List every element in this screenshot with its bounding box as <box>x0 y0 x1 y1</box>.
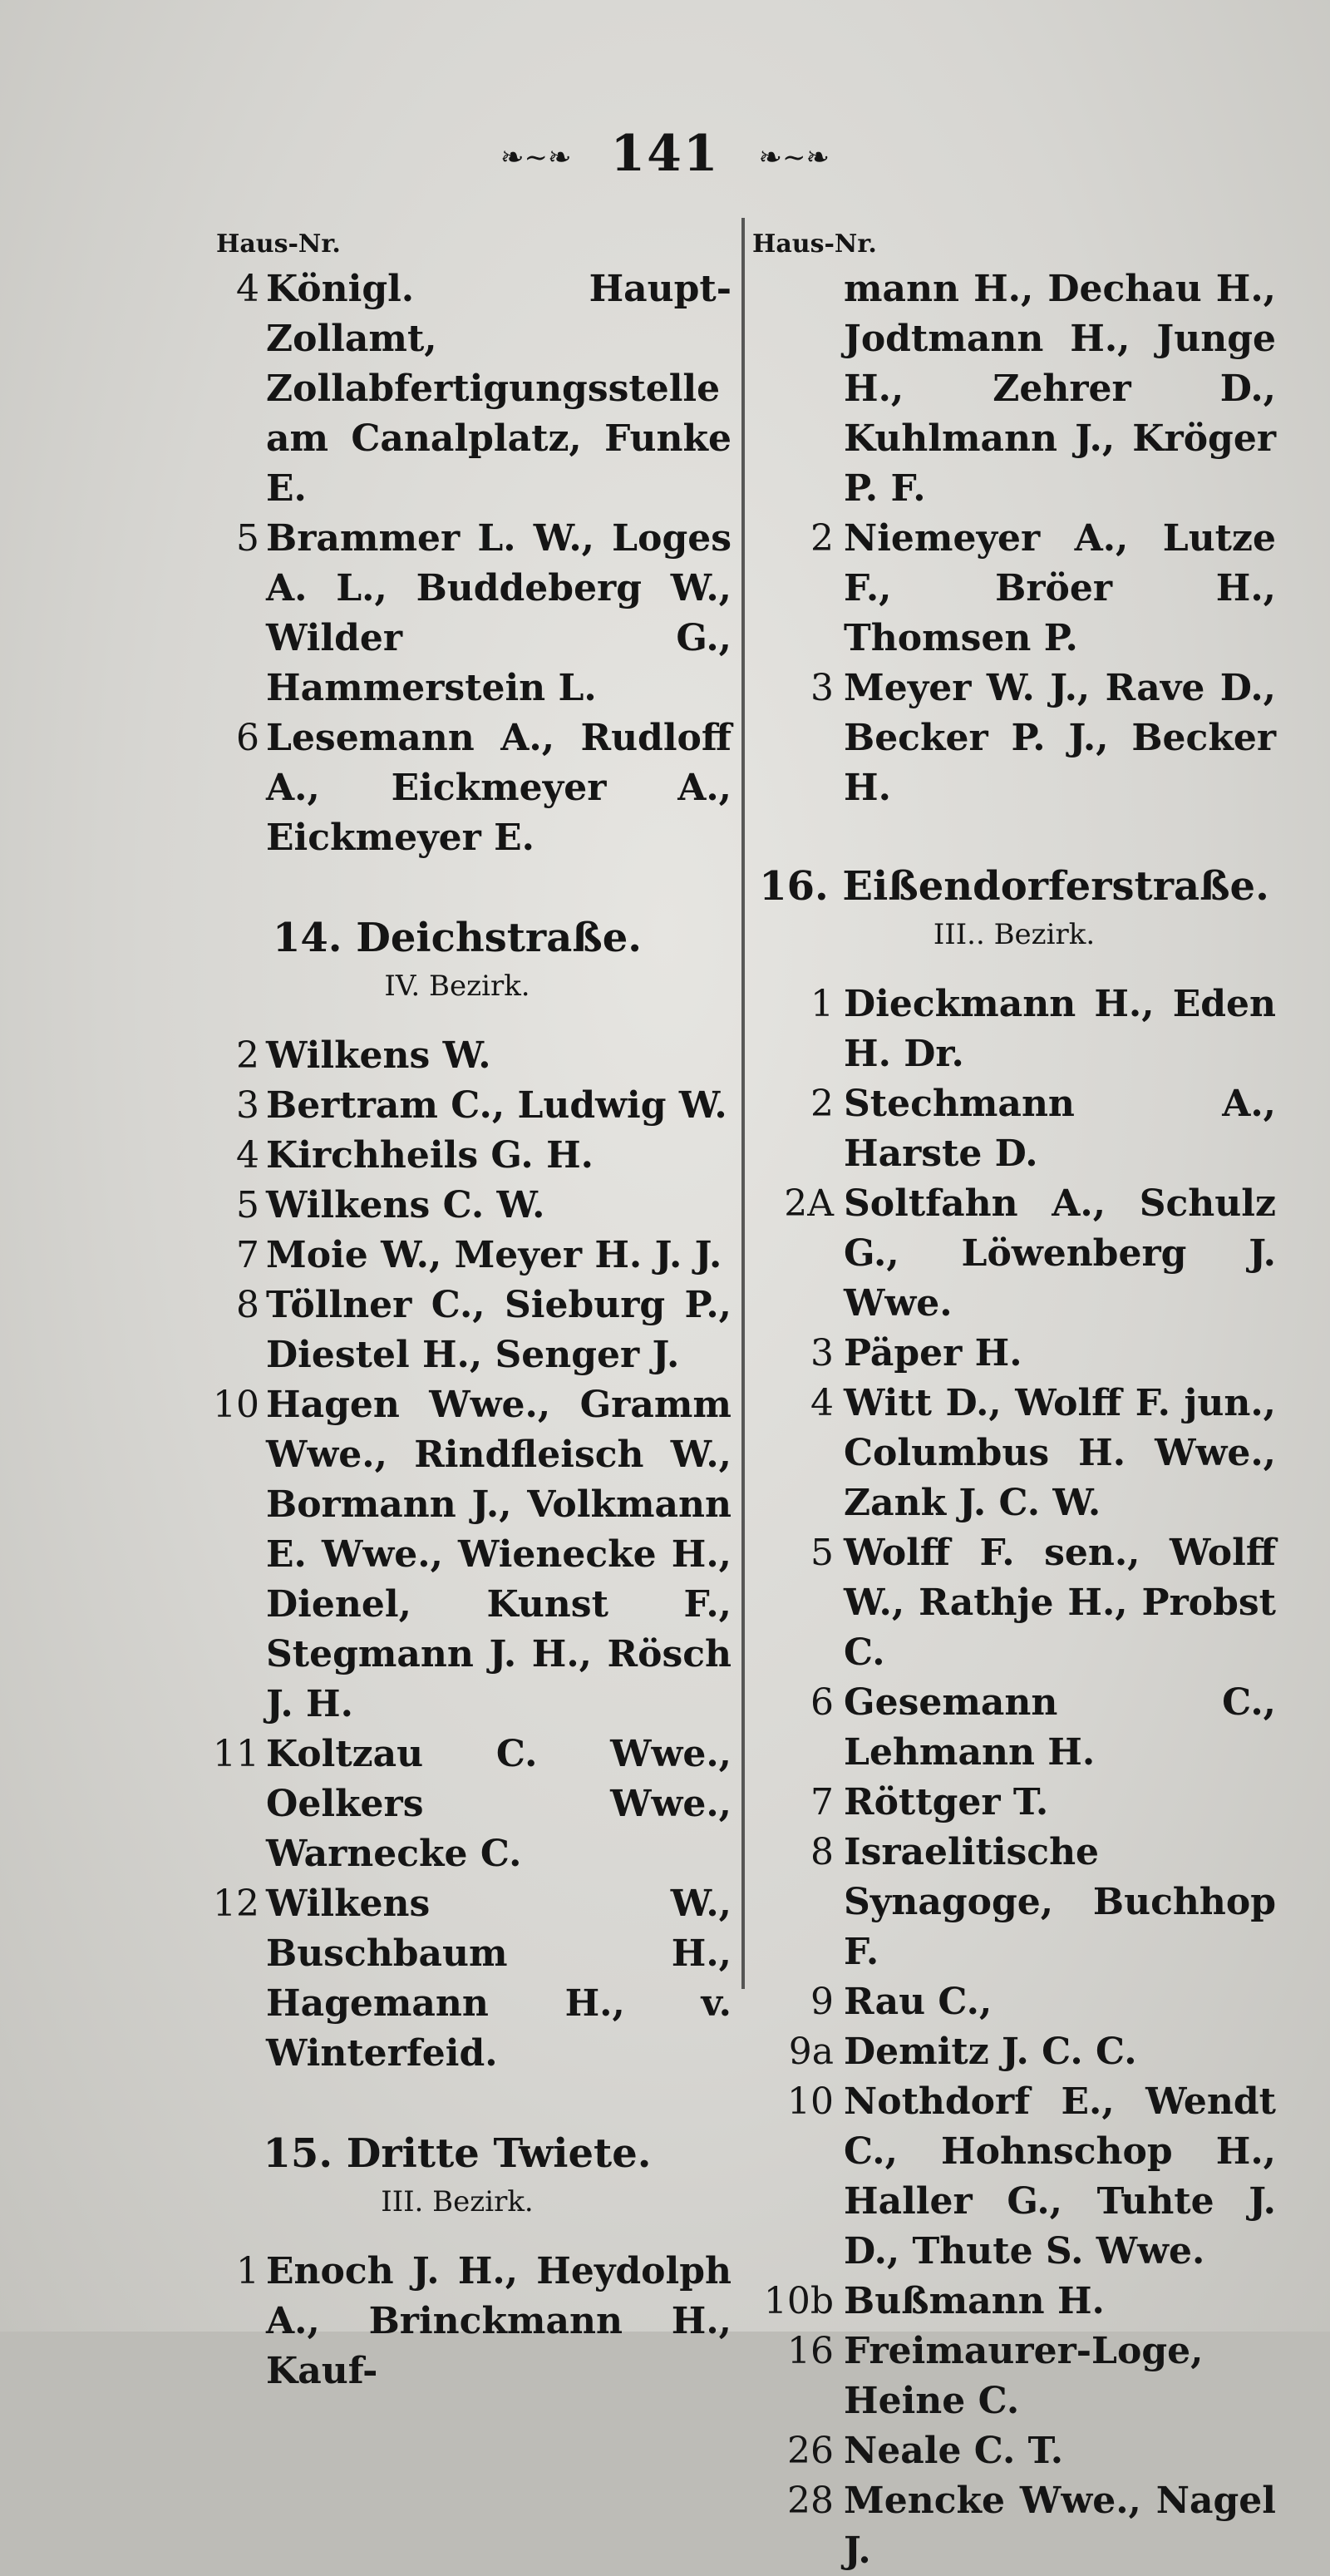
entry <box>752 1778 1276 1828</box>
entry <box>183 1081 732 1131</box>
entry-text: Kirchheils G. H. <box>266 1134 594 1177</box>
entry-text: Gesemann C., Lehmann H. <box>844 1681 1276 1774</box>
house-number-heading: Haus-Nr. <box>216 229 341 259</box>
entry-text: Königl. Haupt-Zollamt, Zollabfertigungsstelle am Canalplatz, Funke E. <box>266 268 732 510</box>
entry-text: Röttger T. <box>844 1781 1049 1823</box>
house-number: 1 <box>236 2250 259 2292</box>
entry-text: Niemeyer A., Lutze F., Bröer H., Thomsen P. <box>844 517 1276 659</box>
entry-text: Stechmann A., Harste D. <box>844 1083 1276 1175</box>
entry <box>183 2247 732 2396</box>
entry-text: Koltzau C. Wwe., Oelkers Wwe., Warnecke C. <box>266 1733 732 1875</box>
entry-text: Moie W., Meyer H. J. J. <box>266 1234 722 1276</box>
page-number: 141 <box>610 125 720 183</box>
entry <box>752 664 1276 813</box>
entry <box>183 514 732 713</box>
ornament-right: ❧~❧ <box>758 141 830 175</box>
entry-text: Wilkens W., Buschbaum H., Hagemann H., v. Winterfeid. <box>266 1883 732 2075</box>
entry-text: Hagen Wwe., Gramm Wwe., Rindfleisch W., Bormann J., Volkmann E. Wwe., Wienecke H., Dienel, Kunst F., Stegmann J. H., Rösch J. H. <box>266 1384 732 1725</box>
house-number-heading: Haus-Nr. <box>752 229 877 259</box>
entry <box>183 1281 732 1380</box>
entry-text: Wilkens W. <box>266 1034 491 1077</box>
entry-text: Soltfahn A., Schulz G., Löwenberg J. Wwe. <box>844 1182 1276 1325</box>
house-number: 28 <box>787 2480 834 2522</box>
entry-text: mann H., Dechau H., Jodtmann H., Junge H., Zehrer D., Kuhlmann J., Kröger P. F. <box>844 268 1276 510</box>
entry-text: Rau C., <box>844 1981 993 2023</box>
entry-text: Demitz J. C. C. <box>844 2031 1137 2073</box>
entry <box>183 1131 732 1181</box>
entry-text: Lesemann A., Rudloff A., Eickmeyer A., Eickmeyer E. <box>266 717 732 859</box>
house-number: 12 <box>213 1883 259 1925</box>
house-number: 4 <box>236 268 259 310</box>
house-number: 9a <box>788 2031 834 2073</box>
entry-text: Mencke Wwe., Nagel J. <box>844 2480 1276 2572</box>
house-number: 7 <box>236 1234 259 1276</box>
entry <box>183 713 732 863</box>
entry <box>183 1879 732 2079</box>
section-title: 14. Deichstraße. <box>272 915 643 961</box>
entry-text: Freimaurer-Loge, Heine C. <box>844 2330 1204 2422</box>
entry <box>752 1528 1276 1678</box>
house-number: 5 <box>236 517 259 560</box>
entry-text: Bertram C., Ludwig W. <box>266 1084 727 1127</box>
house-number: 3 <box>810 667 834 709</box>
entry-text: Töllner C., Sieburg P., Diestel H., Senger J. <box>266 1284 732 1376</box>
ornament-left: ❧~❧ <box>500 141 572 175</box>
entry <box>752 1329 1276 1379</box>
entry <box>752 1379 1276 1528</box>
entry <box>752 1678 1276 1778</box>
entry <box>183 1231 732 1281</box>
entry <box>752 2327 1276 2426</box>
entry-text: Brammer L. W., Loges A. L., Buddeberg W., Wilder G., Hammerstein L. <box>266 517 732 709</box>
entry <box>752 264 1276 514</box>
house-number: 26 <box>787 2430 834 2472</box>
entry <box>752 1977 1276 2027</box>
entry <box>183 1380 732 1730</box>
entry-text: Israelitische Synagoge, Buchhop F. <box>844 1831 1276 1973</box>
house-number: 9 <box>810 1981 834 2023</box>
entry <box>752 2277 1276 2327</box>
left-column <box>183 225 732 2396</box>
house-number: 2A <box>784 1182 834 1225</box>
right-column <box>752 225 1276 2576</box>
district-label: III. Bezirk. <box>381 2185 534 2218</box>
entry-text: Neale C. T. <box>844 2430 1064 2472</box>
entry <box>752 1079 1276 1179</box>
entry-text: Bußmann H. <box>844 2280 1105 2322</box>
entry-text: Nothdorf E., Wendt C., Hohnschop H., Haller G., Tuhte J. D., Thute S. Wwe. <box>844 2080 1276 2273</box>
house-number: 1 <box>810 983 834 1025</box>
district-label: III.. Bezirk. <box>933 918 1096 951</box>
house-number: 5 <box>810 1532 834 1574</box>
house-number: 2 <box>810 1083 834 1125</box>
entry-text: Wolff F. sen., Wolff W., Rathje H., Probst C. <box>844 1532 1276 1674</box>
house-number: 6 <box>236 717 259 759</box>
page-header <box>0 125 1330 183</box>
entry <box>752 1179 1276 1329</box>
house-number: 10b <box>763 2280 834 2322</box>
house-number: 3 <box>810 1332 834 1374</box>
entry <box>752 1828 1276 1977</box>
house-number: 5 <box>236 1184 259 1226</box>
entry <box>183 1730 732 1879</box>
entry <box>752 2077 1276 2277</box>
entry-text: Witt D., Wolff F. jun., Columbus H. Wwe., Zank J. C. W. <box>844 1382 1276 1524</box>
house-number: 2 <box>810 517 834 560</box>
house-number: 10 <box>787 2080 834 2123</box>
entry <box>752 514 1276 664</box>
column-divider <box>741 218 745 1989</box>
house-number: 2 <box>236 1034 259 1077</box>
entry <box>752 980 1276 1079</box>
district-label: IV. Bezirk. <box>384 970 530 1003</box>
house-number: 6 <box>810 1681 834 1724</box>
house-number: 8 <box>810 1831 834 1873</box>
entry-text: Meyer W. J., Rave D., Becker P. J., Becker H. <box>844 667 1276 809</box>
entry-text: Päper H. <box>844 1332 1022 1374</box>
house-number: 4 <box>810 1382 834 1424</box>
entry <box>183 1031 732 1081</box>
house-number: 3 <box>236 1084 259 1127</box>
house-number: 11 <box>213 1733 259 1775</box>
house-number: 7 <box>810 1781 834 1823</box>
entry-text: Wilkens C. W. <box>266 1184 545 1226</box>
entry <box>183 1181 732 1231</box>
entry <box>752 2476 1276 2576</box>
entry <box>752 2027 1276 2077</box>
house-number: 10 <box>213 1384 259 1426</box>
section-title: 16. Eißendorferstraße. <box>759 863 1269 910</box>
entry-text: Enoch J. H., Heydolph A., Brinckmann H., Kauf- <box>266 2250 732 2392</box>
entry <box>752 2426 1276 2476</box>
house-number: 4 <box>236 1134 259 1177</box>
section-title: 15. Dritte Twiete. <box>263 2130 652 2177</box>
entry-text: Dieckmann H., Eden H. Dr. <box>844 983 1276 1075</box>
house-number: 16 <box>787 2330 834 2372</box>
house-number: 8 <box>236 1284 259 1326</box>
entry <box>183 264 732 514</box>
